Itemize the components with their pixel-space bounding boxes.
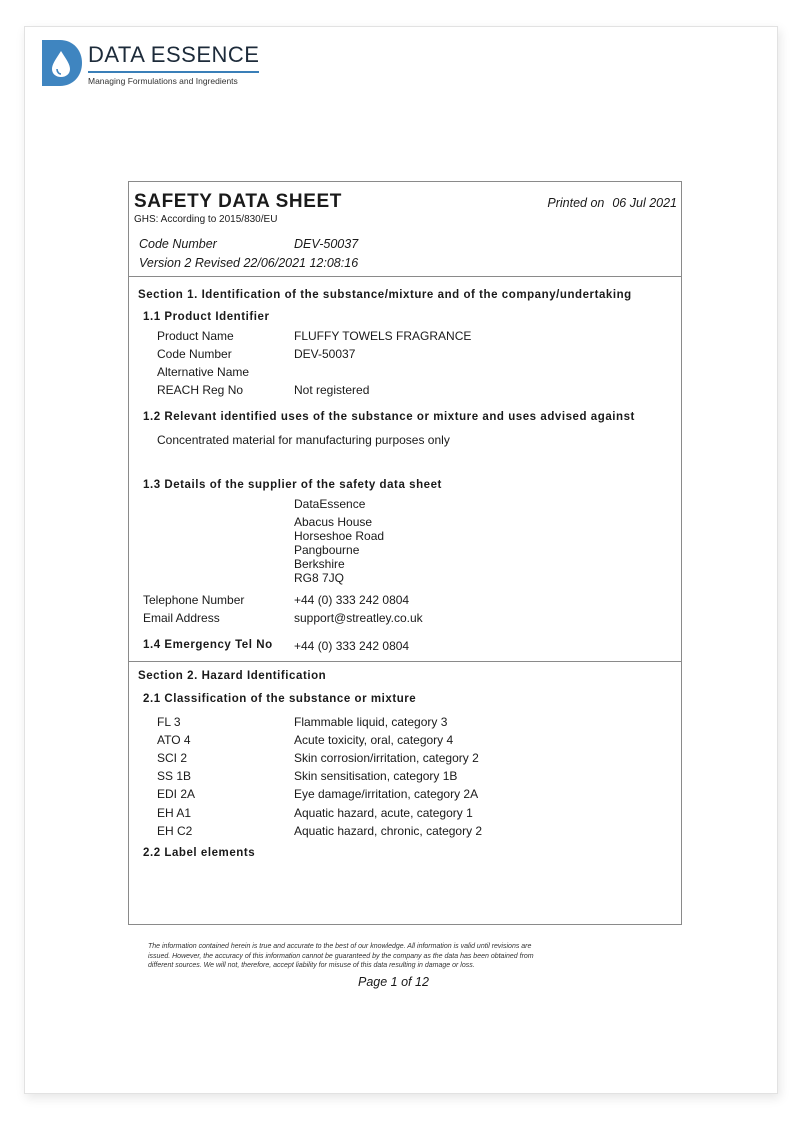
brand-tagline: Managing Formulations and Ingredients [88, 76, 238, 86]
address-line: Horseshoe Road [294, 529, 385, 543]
field-label: REACH Reg No [157, 383, 244, 397]
field-label: Product Name [157, 329, 234, 343]
email-value: support@streatley.co.uk [294, 611, 423, 625]
reach-reg-value: Not registered [294, 383, 370, 397]
safety-data-sheet [128, 181, 682, 925]
printed-on [547, 196, 677, 210]
section-2-heading: Section 2. Hazard Identification [138, 670, 327, 682]
subsection-1-3-heading: 1.3 Details of the supplier of the safety data sheet [143, 479, 442, 491]
subsection-2-2-heading: 2.2 Label elements [143, 847, 256, 859]
sheet-title: SAFETY DATA SHEET [134, 191, 342, 212]
supplier-company: DataEssence [294, 497, 366, 511]
header-code-label: Code Number [139, 237, 217, 251]
header-code-value: DEV-50037 [294, 237, 359, 251]
subsection-1-4-heading: 1.4 Emergency Tel No [143, 639, 273, 651]
disclaimer-line: The information contained herein is true and accurate to the best of our knowledge. All information is valid until revisions are [148, 943, 532, 950]
hazard-code: EH C2 [157, 824, 193, 838]
identified-uses-text: Concentrated material for manufacturing purposes only [157, 433, 450, 447]
address-line: Abacus House [294, 515, 373, 529]
disclaimer-line: different sources. We will not, therefore, accept liability for misuse of this data resulting in damage or loss. [148, 962, 475, 969]
hazard-description: Skin sensitisation, category 1B [294, 769, 458, 783]
printed-date: 06 Jul 2021 [612, 196, 677, 210]
subsection-1-1-heading: 1.1 Product Identifier [143, 311, 270, 323]
brand-name: DATA ESSENCE [88, 42, 259, 73]
brand-logo [42, 40, 259, 86]
hazard-description: Aquatic hazard, chronic, category 2 [294, 824, 483, 838]
hazard-code: EH A1 [157, 806, 192, 820]
disclaimer [148, 942, 648, 971]
section-1-heading: Section 1. Identification of the substance/mixture and of the company/undertaking [138, 289, 632, 301]
hazard-code: EDI 2A [157, 787, 196, 801]
email-label: Email Address [143, 611, 220, 625]
field-label: Code Number [157, 347, 232, 361]
address-line: RG8 7JQ [294, 571, 345, 585]
product-name-value: FLUFFY TOWELS FRAGRANCE [294, 329, 472, 343]
emergency-tel-value: +44 (0) 333 242 0804 [294, 639, 410, 653]
section-divider [129, 661, 681, 662]
hazard-description: Flammable liquid, category 3 [294, 715, 448, 729]
field-label: Alternative Name [157, 365, 250, 379]
hazard-code: FL 3 [157, 715, 181, 729]
page-number: Page 1 of 12 [358, 975, 429, 989]
address-line: Pangbourne [294, 543, 360, 557]
hazard-description: Skin corrosion/irritation, category 2 [294, 751, 479, 765]
ghs-regulation: GHS: According to 2015/830/EU [134, 214, 278, 225]
subsection-1-2-heading: 1.2 Relevant identified uses of the substance or mixture and uses advised against [143, 411, 635, 423]
header-code-line [139, 237, 359, 251]
code-number-value: DEV-50037 [294, 347, 356, 361]
hazard-description: Acute toxicity, oral, category 4 [294, 733, 454, 747]
hazard-code: ATO 4 [157, 733, 191, 747]
hazard-description: Eye damage/irritation, category 2A [294, 787, 479, 801]
hazard-description: Aquatic hazard, acute, category 1 [294, 806, 473, 820]
disclaimer-line: issued. However, the accuracy of this information cannot be guaranteed by the company as the data has been obtained from [148, 952, 534, 960]
telephone-label: Telephone Number [143, 593, 245, 607]
sheet-header [129, 182, 681, 277]
hazard-code: SS 1B [157, 769, 192, 783]
printed-label: Printed on [547, 196, 605, 210]
subsection-2-1-heading: 2.1 Classification of the substance or mixture [143, 693, 417, 705]
version-info: Version 2 Revised 22/06/2021 12:08:16 [139, 256, 359, 270]
address-line: Berkshire [294, 557, 345, 571]
telephone-value: +44 (0) 333 242 0804 [294, 593, 410, 607]
data-essence-drop-icon [42, 40, 82, 86]
hazard-code: SCI 2 [157, 751, 188, 765]
